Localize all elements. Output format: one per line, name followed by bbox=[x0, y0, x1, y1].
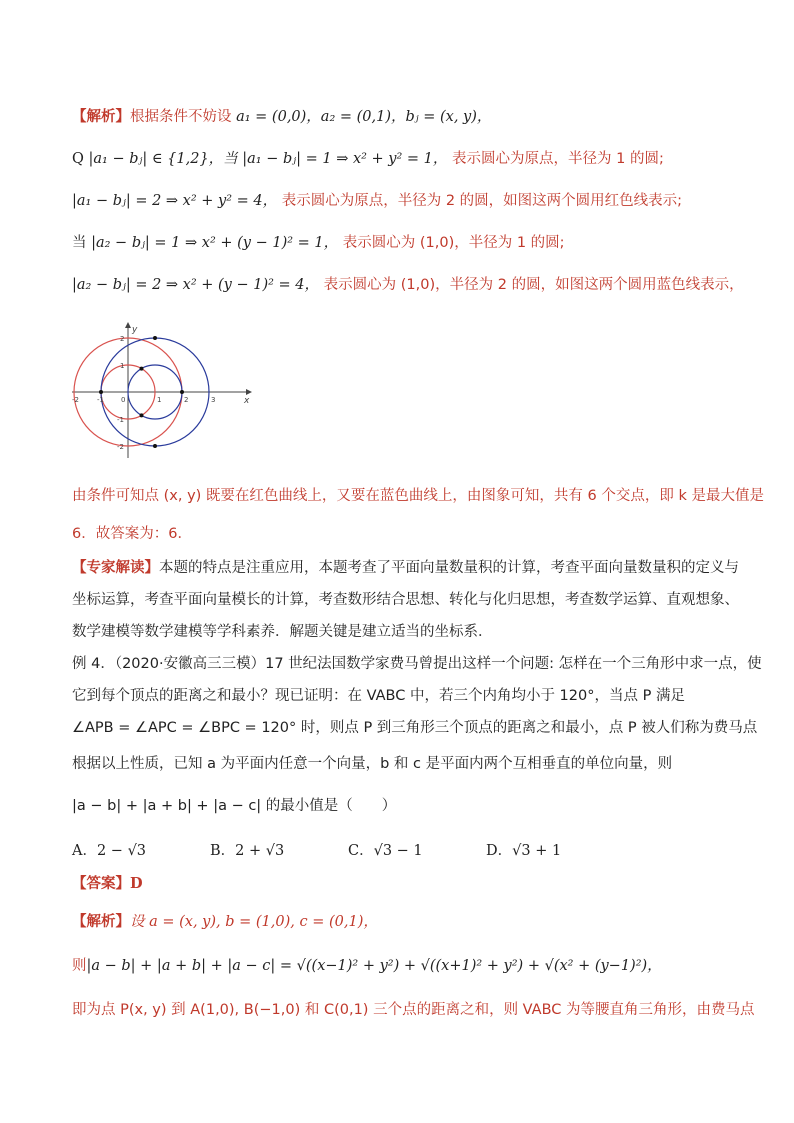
solution-text: 表示圆心为 (1,0)，半径为 2 的圆，如图这两个圆用蓝色线表示， bbox=[323, 277, 744, 293]
y-tick-label: -2 bbox=[117, 443, 124, 451]
x-tick-label: 3 bbox=[211, 396, 216, 404]
x-tick-label: 2 bbox=[184, 396, 189, 404]
intersection-point bbox=[99, 390, 103, 394]
intersection-point bbox=[180, 390, 184, 394]
solution-text: 根据条件不妨设 bbox=[130, 109, 232, 125]
solution-text: 表示圆心为原点，半径为 1 的圆; bbox=[452, 151, 664, 167]
example4-line-5: |a − b| + |a + b| + |a − c| 的最小值是（ ） bbox=[72, 798, 397, 814]
expert-line-2: 坐标运算，考查平面向量模长的计算，考查数形结合思想、转化与化归思想，考查数学运算、直观想象、 bbox=[72, 592, 739, 608]
solution-line-1 bbox=[72, 106, 491, 128]
therefore-symbol: Q bbox=[72, 151, 84, 167]
solution-math: |a − b| + |a + b| + |a − c| = √((x−1)² + y²) + √((x+1)² + y²) + √(x² + (y−1)²)， bbox=[86, 958, 662, 974]
intersection-point bbox=[153, 444, 157, 448]
solution2-line-1 bbox=[72, 911, 378, 933]
solution-text: 表示圆心为原点，半径为 2 的圆，如图这两个圆用红色线表示; bbox=[281, 193, 683, 209]
expert-line-3: 数学建模等数学建模等学科素养．解题关键是建立适当的坐标系． bbox=[72, 624, 493, 640]
x-tick-label: 1 bbox=[157, 396, 162, 404]
expert-line-1 bbox=[72, 557, 739, 579]
intersection-point bbox=[140, 367, 144, 371]
solution-text: 当 bbox=[72, 235, 87, 251]
solution2-line-3: 即为点 P(x, y) 到 A(1,0), B(−1,0) 和 C(0,1) 三个点的距离之和，则 VABC 为等腰直角三角形，由费马点 bbox=[72, 1002, 755, 1018]
solution-line-3 bbox=[72, 190, 682, 212]
x-axis-arrow bbox=[246, 389, 252, 395]
option-a: A．2 − √3 bbox=[72, 843, 147, 859]
intersection-point bbox=[153, 336, 157, 340]
x-tick-label: -1 bbox=[97, 396, 104, 404]
y-tick-label: 1 bbox=[120, 362, 125, 370]
answer-line bbox=[72, 873, 143, 895]
option-b: B．2 + √3 bbox=[210, 843, 285, 859]
x-tick-label: -2 bbox=[72, 396, 79, 404]
intersection-point bbox=[140, 413, 144, 417]
solution2-line-2 bbox=[72, 955, 662, 977]
option-d: D．√3 + 1 bbox=[486, 843, 562, 859]
x-axis-label: x bbox=[244, 396, 250, 406]
solution-text: 表示圆心为 (1,0)，半径为 1 的圆; bbox=[342, 235, 565, 251]
solution-line-5 bbox=[72, 274, 744, 296]
solution-math: |a₂ − bⱼ| = 2 ⇒ x² + (y − 1)² = 4， bbox=[72, 277, 320, 293]
solution-math: 设 a = (x, y), b = (1,0), c = (0,1)， bbox=[130, 914, 378, 930]
solution-math: |a₂ − bⱼ| = 1 ⇒ x² + (y − 1)² = 1， bbox=[91, 235, 339, 251]
conclusion-line-1: 由条件可知点 (x, y) 既要在红色曲线上，又要在蓝色曲线上，由图象可知，共有 6 个交点，即 k 是最大值是 bbox=[72, 488, 764, 504]
solution-math: a₁ = (0,0)，a₂ = (0,1)，bⱼ = (x, y)， bbox=[236, 109, 492, 125]
analysis-tag: 【解析】 bbox=[72, 914, 130, 930]
conclusion-line-2: 6．故答案为：6． bbox=[72, 526, 192, 542]
analysis-tag: 【解析】 bbox=[72, 109, 130, 125]
answer-value: D bbox=[130, 875, 143, 892]
circles-graph bbox=[68, 322, 258, 464]
option-c: C．√3 − 1 bbox=[348, 843, 423, 859]
example4-line-1: 例 4．（2020·安徽高三三模）17 世纪法国数学家费马曾提出这样一个问题: 怎样在一个三角形中求一点，使 bbox=[72, 656, 762, 672]
x-tick-label: 0 bbox=[121, 396, 126, 404]
y-axis-arrow bbox=[125, 322, 131, 328]
y-axis-label: y bbox=[132, 325, 138, 335]
solution-math: |a₁ − bⱼ| ∈ {1,2}，当 |a₁ − bⱼ| = 1 ⇒ x² + y² = 1， bbox=[88, 151, 448, 167]
solution-text: 则 bbox=[72, 958, 87, 974]
expert-tag: 【专家解读】 bbox=[72, 560, 159, 576]
answer-tag: 【答案】 bbox=[72, 876, 130, 892]
example4-line-3: ∠APB = ∠APC = ∠BPC = 120° 时，则点 P 到三角形三个顶点的距离之和最小，点 P 被人们称为费马点 bbox=[72, 720, 758, 736]
solution-math: |a₁ − bⱼ| = 2 ⇒ x² + y² = 4， bbox=[72, 193, 278, 209]
example4-line-2: 它到每个顶点的距离之和最小？现已证明：在 VABC 中，若三个内角均小于 120°，当点 P 满足 bbox=[72, 688, 685, 704]
y-tick-label: -1 bbox=[117, 416, 124, 424]
solution-line-2 bbox=[72, 148, 664, 170]
example4-line-4: 根据以上性质，已知 a 为平面内任意一个向量，b 和 c 是平面内两个互相垂直的单位向量，则 bbox=[72, 756, 673, 772]
y-tick-label: 2 bbox=[120, 335, 125, 343]
expert-text: 本题的特点是注重应用，本题考查了平面向量数量积的计算，考查平面向量数量积的定义与 bbox=[159, 560, 739, 576]
solution-line-4 bbox=[72, 232, 565, 254]
